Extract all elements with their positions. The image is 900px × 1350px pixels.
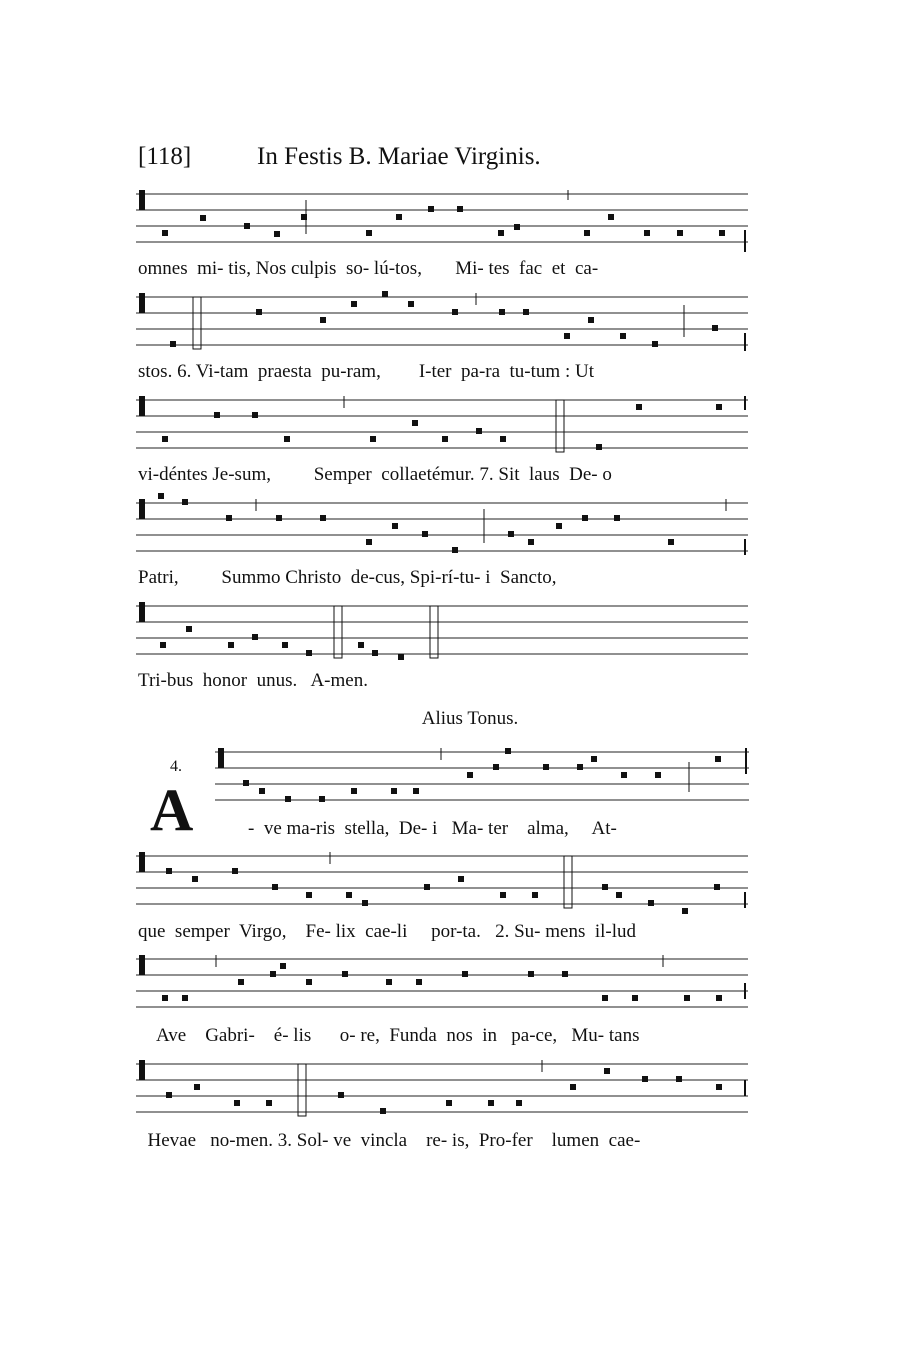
page-number: [118]	[138, 143, 192, 170]
chant-staff	[136, 602, 748, 664]
lyric-line: Patri, Summo Christo de-cus, Spi-rí-tu- i Sancto,	[138, 567, 557, 588]
lyric-line: vi-déntes Je-sum, Semper collaetémur. 7. Sit laus De- o	[138, 464, 612, 485]
lyric-line: stos. 6. Vi-tam praesta pu-ram, I-ter pa-ra tu-tum : Ut	[138, 361, 594, 382]
chant-staff	[215, 748, 749, 810]
hymn-number: 4.	[170, 758, 182, 775]
chant-staff	[136, 293, 748, 355]
lyric-line: Tri-bus honor unus. A-men.	[138, 670, 368, 691]
lyric-line: que semper Virgo, Fe- lix cae-li por-ta. 2. Su- mens il-lud	[138, 921, 637, 942]
lyric-line: Ave Gabri- é- lis o- re, Funda nos in pa-ce, Mu- tans	[138, 1025, 640, 1046]
chant-staff	[136, 955, 748, 1017]
chant-staff	[136, 1060, 748, 1122]
lyric-line: Hevae no-men. 3. Sol- ve vincla re- is, Pro-fer lumen cae-	[138, 1130, 641, 1151]
lyric-line: - ve ma-ris stella, De- i Ma- ter alma, At-	[248, 818, 617, 839]
chant-staff	[136, 499, 748, 561]
running-title: In Festis B. Mariae Virginis.	[257, 143, 541, 170]
chant-staff	[136, 396, 748, 458]
chant-staff	[136, 852, 748, 914]
lyric-line: omnes mi- tis, Nos culpis so- lú-tos, Mi- tes fac et ca-	[138, 258, 599, 279]
section-heading: Alius Tonus.	[421, 708, 519, 729]
drop-initial: A	[150, 777, 194, 843]
chant-staff	[136, 190, 748, 252]
